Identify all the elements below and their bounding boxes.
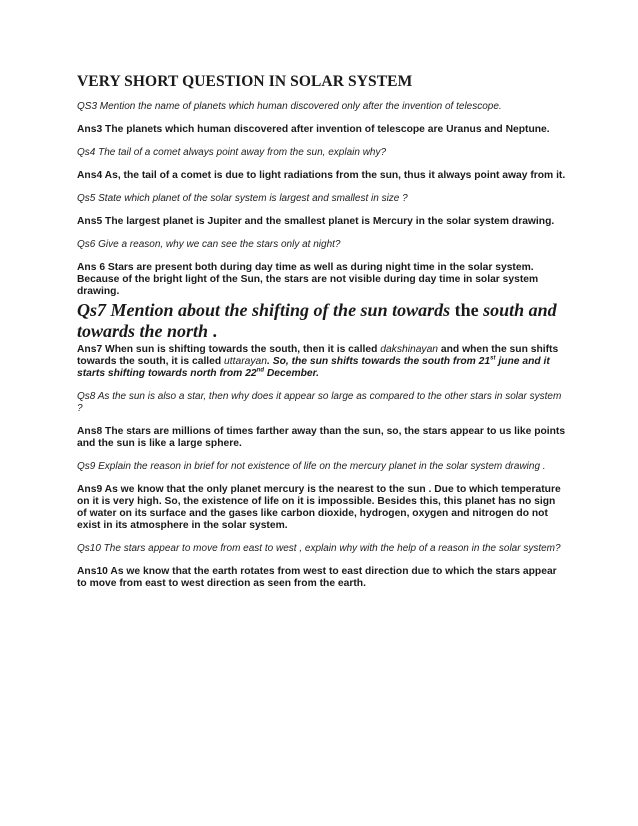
answer-7-term-uttarayan: uttarayan [224, 356, 267, 367]
question-7-part2: the [454, 300, 479, 320]
answer-7-text-c: and when the sun shifts towards the south, it is called [77, 344, 559, 367]
question-7-part3: south and towards the north [77, 300, 557, 341]
answer-7-text-f: june and it starts shifting towards north from 22 [77, 356, 550, 379]
answer-8: Ans8 The stars are millions of times farther away than the sun, so, the stars appear to us like points and the sun is like a large sphere. [77, 426, 566, 449]
answer-7-text-e: . So, the sun shifts towards the south from 21 [266, 356, 491, 367]
question-3: QS3 Mention the name of planets which human discovered only after the invention of telescope. [77, 101, 502, 112]
question-7-part4: . [208, 321, 218, 341]
answer-3: Ans3 The planets which human discovered after invention of telescope are Uranus and Neptune. [77, 124, 550, 135]
answer-7 [77, 344, 567, 380]
document-content [77, 73, 567, 601]
answer-7-sup-st: st [490, 355, 496, 362]
question-7-part1: Qs7 Mention about the shifting of the sun towards [77, 300, 455, 320]
answer-4: Ans4 As, the tail of a comet is due to light radiations from the sun, thus it always point away from it. [77, 170, 566, 181]
page-title: VERY SHORT QUESTION IN SOLAR SYSTEM [77, 73, 413, 90]
answer-7-sup-nd: nd [256, 367, 264, 374]
question-10: Qs10 The stars appear to move from east to west , explain why with the help of a reason in the solar system? [77, 543, 561, 554]
question-9: Qs9 Explain the reason in brief for not existence of life on the mercury planet in the solar system drawing . [77, 461, 546, 472]
answer-9: Ans9 As we know that the only planet mercury is the nearest to the sun . Due to which temperature on it is very high. So, the existence of life on it is impossible. Besides this, this planet has no sign of water on its surface and the gases like carbon dioxide, hydrogen, oxygen and nitrogen do not exist in its atmosphere in the solar system. [77, 484, 561, 531]
answer-5: Ans5 The largest planet is Jupiter and the smallest planet is Mercury in the solar system drawing. [77, 216, 555, 227]
question-7 [77, 300, 567, 342]
answer-7-text-a: Ans7 When sun is shifting towards the south, then it is called [77, 344, 381, 355]
answer-6: Ans 6 Stars are present both during day time as well as during night time in the solar system. Because of the bright light of the Sun, the stars are not visible during day time in solar system drawing. [77, 262, 539, 297]
question-6: Qs6 Give a reason, why we can see the stars only at night? [77, 239, 341, 250]
answer-7-text-g: December. [264, 368, 319, 379]
answer-7-term-dakshinayan: dakshinayan [380, 344, 439, 355]
answer-10: Ans10 As we know that the earth rotates from west to east direction due to which the stars appear to move from east to west direction as seen from the earth. [77, 566, 557, 589]
question-8: Qs8 As the sun is also a star, then why does it appear so large as compared to the other stars in solar system ? [77, 391, 562, 414]
question-4: Qs4 The tail of a comet always point away from the sun, explain why? [77, 147, 387, 158]
question-5: Qs5 State which planet of the solar system is largest and smallest in size ? [77, 193, 408, 204]
